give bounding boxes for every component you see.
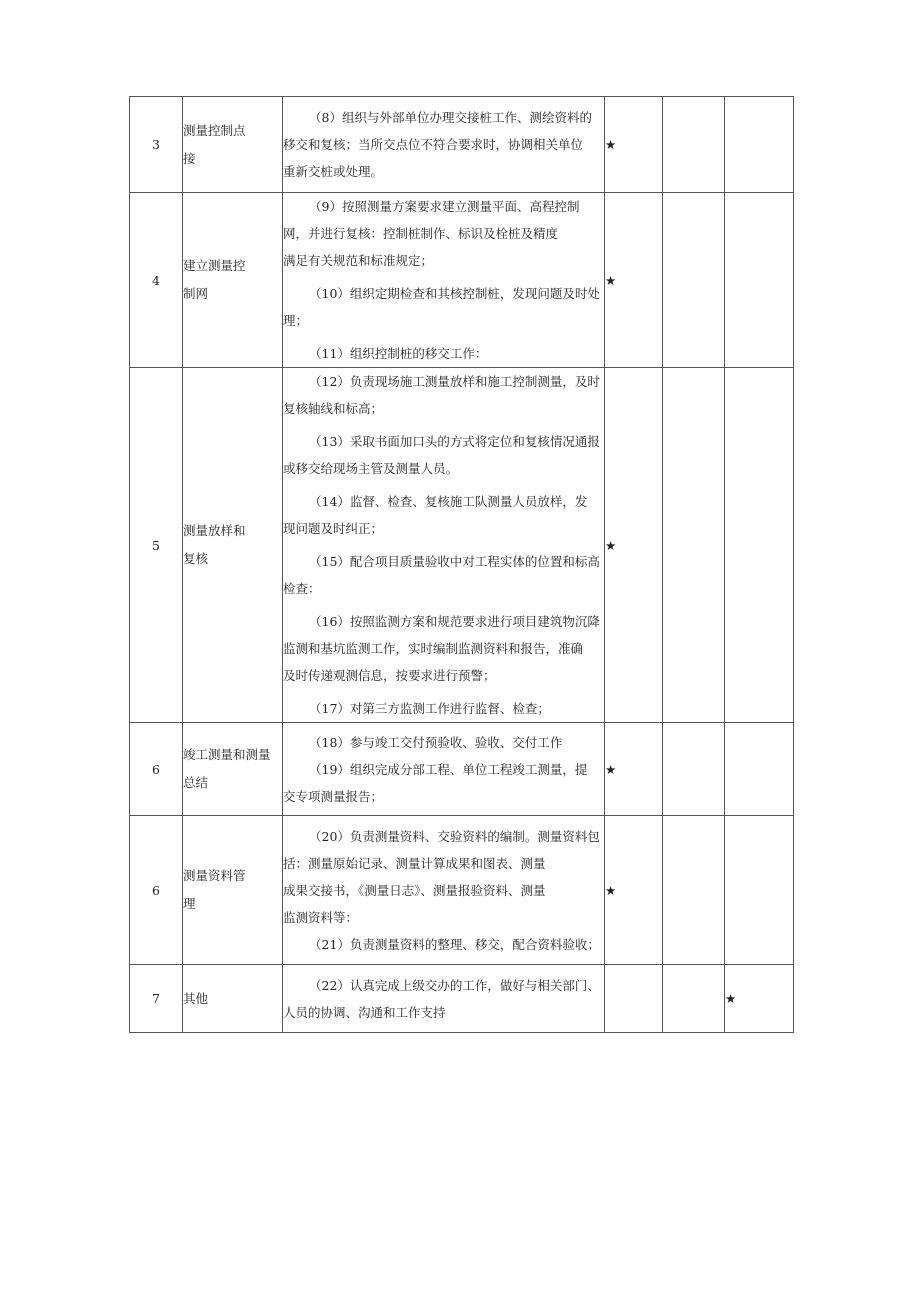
table-row: [130, 193, 794, 368]
star-mark: ★: [605, 193, 663, 368]
work-item: 竣工测量和测量 总结: [183, 723, 283, 816]
duty-paragraph: （14）监督、检查、复核施工队测量人员放样，发 现问题及时纠正；: [283, 494, 588, 536]
duty-paragraph: （13）采取书面加口头的方式将定位和复核情况通报 或移交给现场主管及测量人员。: [283, 434, 600, 476]
mark-cell-2: [663, 723, 725, 816]
table-row: [130, 816, 794, 965]
table-row: [130, 723, 794, 816]
mark-cell-3: [725, 816, 794, 965]
duty-paragraph: （18）参与竣工交付预验收、验收、交付工作: [309, 734, 563, 750]
duty-table: [129, 96, 794, 1033]
duty-paragraph: （22）认真完成上级交办的工作，做好与相关部门、 人员的协调、沟通和工作支持: [283, 977, 600, 1020]
star-mark: ★: [605, 97, 663, 193]
star-mark: ★: [605, 816, 663, 965]
row-number: 6: [130, 723, 183, 816]
star-mark: ★: [725, 965, 794, 1033]
star-mark: ★: [605, 368, 663, 723]
work-item: 测量放样和 复核: [183, 368, 283, 723]
table-row: [130, 965, 794, 1033]
duty-description: [283, 723, 605, 816]
mark-cell-1: [605, 965, 663, 1033]
duty-description: [283, 816, 605, 965]
table-row: [130, 97, 794, 193]
work-item: 建立测量控 制网: [183, 193, 283, 368]
row-number: 4: [130, 193, 183, 368]
duty-paragraph: （8）组织与外部单位办理交接桩工作、测绘资料的 移交和复核；当所交点位不符合要求时，协调相关单位 重新交桩或处理。: [283, 110, 592, 179]
mark-cell-3: [725, 368, 794, 723]
duty-paragraph: （10）组织定期检查和其核控制桩，发现问题及时处 理；: [283, 286, 600, 328]
duty-paragraph: （12）负责现场施工测量放样和施工控制测量，及时 复核轴线和标高；: [283, 374, 600, 416]
duty-table-body: [130, 97, 794, 1033]
work-item: 其他: [183, 965, 283, 1033]
duty-paragraph: （20）负责测量资料、交验资料的编制。测量资料包 括：测量原始记录、测量计算成果和图表、测量 成果交接书，《测量日志》、测量报验资料、测量 监测资料等：: [283, 828, 600, 925]
row-number: 5: [130, 368, 183, 723]
duty-paragraph: （19）组织完成分部工程、单位工程竣工测量，提 交专项测量报告；: [283, 761, 588, 804]
duty-paragraph: （15）配合项目质量验收中对工程实体的位置和标高 检查：: [283, 554, 600, 596]
work-item: 测量资料管 理: [183, 816, 283, 965]
duty-description: [283, 965, 605, 1033]
duty-paragraph: （11）组织控制桩的移交工作：: [309, 346, 488, 361]
mark-cell-3: [725, 97, 794, 193]
work-item: 测量控制点 接: [183, 97, 283, 193]
duty-paragraph: （17）对第三方监测工作进行监督、检查；: [309, 701, 550, 716]
mark-cell-2: [663, 368, 725, 723]
row-number: 6: [130, 816, 183, 965]
duty-paragraph: （21）负责测量资料的整理、移交，配合资料验收；: [309, 936, 600, 952]
mark-cell-2: [663, 193, 725, 368]
mark-cell-2: [663, 965, 725, 1033]
duty-paragraph: （16）按照监测方案和规范要求进行项目建筑物沉降 监测和基坑监测工作，实时编制监测资料和报告，准确 及时传递观测信息，按要求进行预警；: [283, 614, 600, 683]
row-number: 3: [130, 97, 183, 193]
star-mark: ★: [605, 723, 663, 816]
mark-cell-3: [725, 723, 794, 816]
duty-description: [283, 97, 605, 193]
table-row: [130, 368, 794, 723]
mark-cell-2: [663, 816, 725, 965]
duty-description: [283, 368, 605, 723]
row-number: 7: [130, 965, 183, 1033]
duty-description: [283, 193, 605, 368]
duty-paragraph: （9）按照测量方案要求建立测量平面、高程控制 网，并进行复核：控制桩制作、标识及栓桩及精度 满足有关规范和标准规定；: [283, 199, 580, 268]
mark-cell-2: [663, 97, 725, 193]
mark-cell-3: [725, 193, 794, 368]
